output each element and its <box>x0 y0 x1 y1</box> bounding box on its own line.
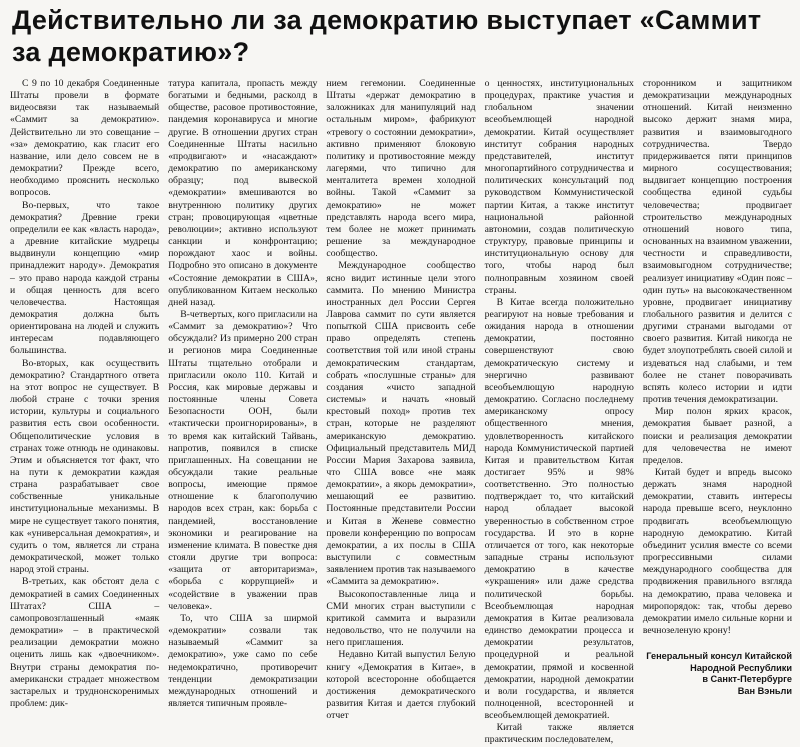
paragraph: То, что США за ширмой «демократии» созвали так называемый «Саммит за демократию», уже само по себе недемократично, противоречит тенденции демократизации международных отношений и является типичным проявле- <box>168 612 318 709</box>
paragraph: Во-первых, что такое демократия? Древние греки определили ее как «власть народа», а древние китайские мудрецы выдвинули концепцию «мир принадлежит народу». Демократия – это право народа каждой страны и общая ценность для всего человечества. Настоящая демократия должна быть ориентирована на людей и служить интересам подавляющего большинства. <box>10 199 160 357</box>
paragraph: Во-вторых, как осуществить демократию? Стандартного ответа на этот вопрос не существует. В любой стране с точки зрения истории, культуры и социального развития есть свои особенности. Общеполитические условия в странах тоже отнюдь не одинаковы. Этим и объясняется тот факт, что на пути к демократии каждая страна разрабатывает свое собственные уникальные институциональные механизмы. В мире не существует такого понятия, как «универсальная демократия», и судить о том, является ли страна демократической, может только народ этой страны. <box>10 357 160 576</box>
article-column-5 <box>643 78 792 711</box>
signature-title: Генеральный консул Китайской Народной Республики <box>646 651 793 673</box>
signature-location: в Санкт-Петербурге <box>702 674 793 685</box>
article-columns <box>10 78 793 746</box>
paragraph: Китай будет и впредь высоко держать знамя народной демократии, ставить интересы народа превыше всего, неуклонно продвигать всеобъемлющую народную демократию. Китай объединит усилия вместе со всеми прогрессивными силами международного сообщества для продвижения правильного взгляда на демократию, права человека и миропорядок: так, чтобы дерево демократии имело сильные корни и вечнозеленую крону! <box>642 467 793 637</box>
paragraph: Китай также является практическим последователем, <box>484 722 634 746</box>
article-column-4 <box>484 78 634 746</box>
author-signature <box>643 651 792 697</box>
signature-name: Ван Вэньли <box>737 685 793 696</box>
paragraph: В-третьих, как обстоят дела с демократией в самих Соединенных Штатах? США – самопровозглашенный «маяк демократии» – в практической реализации демократии можно оценить лишь как «двоечником». Внутри страны демократия по-американски страдает множеством застарелых и труднонскоренимых проблем: дик- <box>10 576 160 709</box>
paragraph: о ценностях, институциональных процедурах, практике участия и глобальном значении всеобъемлющей народной демократии. Китай осуществляет институт собрания народных представителей, институт многопартийного сотрудничества и политических консультаций под руководством Коммунистической партии Китая, а также институт национальной районной автономии, создав политическую структуру, правовые принципы и институциональную основу для того, чтобы народ был полноправным хозяином своей страны. <box>484 78 634 296</box>
paragraph: Недавно Китай выпустил Белую книгу «Демократия в Китае», в которой всесторонне обобщается достижения демократического развития Китая и дается глубокий отчет <box>326 649 476 722</box>
paragraph: Международное сообщество ясно видит истинные цели этого саммита. По мнению Министра иностранных дел России Сергея Лаврова саммит по сути является попыткой США присвоить себе право определять степень соответствия той или иной страны демократическим стандартам, собрать «послушные страны» для создания «чисто западной системы» и начать «новый крестовый поход» против тех стран, которые не разделяют американскую демократию. Официальный представитель МИД России Мария Захарова заявила, что США вовсе «не маяк демократии», а якорь демократии», мешающий ее развитию. Постоянные представители России и Китая в Женеве совместно провели конференцию по вопросам демократии, а их послы в США выступили с совместным заявлением против так называемого «Саммита за демократию». <box>326 260 476 588</box>
article-column-1 <box>10 78 159 711</box>
paragraph: сторонником и защитником демократизации международных отношений. Китай неизменно высоко держит знамя мира, развития и взаимовыгодного сотрудничества. Твердо придерживается пяти принципов мирного сосуществования; выдвигает концепцию построения сообщества единой судьбы человечества; продвигает строительство международных отношений нового типа, основанных на взаимном уважении, честности и справедливости, взаимовыгодном сотрудничестве; реализует инициативу «Один пояс – один путь» на высококачественном уровне, продвигает инициативу глобального развития и делится с другими странами выгодами от своего развития. Китай никогда не будет злоупотреблять своей силой и издеваться над слабыми, и тем более не станет поворачивать вспять колесо истории и идти против течения демократизации. <box>642 78 793 406</box>
paragraph: В Китае всегда положительно реагируют на новые требования и ожидания народа в отношении демократии, постоянно совершенствуют свою демократическую систему и энергично развивают всеобъемлющую народную демократию. Согласно последнему американскому опросу общественного мнения, удовлетворенность китайского народа Коммунистической партией Китая и правительством Китая достигает 95% и 98% соответственно. Это полностью подтверждает то, что китайский народ обладает высокой уверенностью в собственном строе государства. И это в корне отличается от того, как некоторые западные страны используют демократию в качестве «украшения» или даже средства политической борьбы. Всеобъемлющая народная демократия в Китае реализовала единство демократии процесса и демократии результатов, процедурной и реальной демократии, прямой и косвенной демократии, народной демократии и воли государства, и является полноценной, всесторонней и всеобъемлющей демократией. <box>484 296 634 722</box>
paragraph: С 9 по 10 декабря Соединенные Штаты провели в формате видеосвязи так называемый «Саммит за демократию». Действительно ли это совещание – «за» демократию, как гласит его название, или дело совсем не в демократии? Прежде всего, необходимо прояснить несколько вопросов. <box>10 78 160 199</box>
article-column-2 <box>168 78 317 711</box>
paragraph: В-четвертых, кого пригласили на «Саммит за демократию»? Что обсуждали? Из примерно 200 стран и регионов мира Соединенные Штаты тщательно отобрали и пригласили около 110. Китай и Россия, как мировые державы и постоянные члены Совета Безопасности ООН, были «тактически проигнорированы», в то время как китайский Тайвань, напротив, появился в списке приглашенных. На совещании не обсуждали такие реальные вопросы, имеющие прямое отношение к благополучию народов всех стран, как: борьба с пандемией, восстановление экономики и реагирование на изменение климата. В повестке дня стояли другие три вопроса: «защита от авторитаризма», «борьба с коррупцией» и «содействие в уважении прав человека». <box>168 308 318 612</box>
paragraph: Мир полон ярких красок, демократия бывает разной, а поиски и реализация демократии для человечества не имеют пределов. <box>642 406 793 466</box>
paragraph: нием гегемонии. Соединенные Штаты «держат демократию в заложниках для манипуляций над остальным миром», фабрикуют «тревогу о состоянии демократии», активно применяют блоковую политику и противостояние между лагерями, что типично для менталитета времен холодной войны. Такой «Саммит за демократию» не может представлять народа всего мира, тем более не может принимать решение за международное сообщество. <box>326 78 476 260</box>
paragraph: татура капитала, пропасть между богатыми и бедными, расколд в обществе, расовое противостояние, пандемия коронавируса и многие другие. В отношении других стран Соединенные Штаты насильно «продвигают» и «насаждают» демократию по американскому образцу; под вывеской «демократии» вмешиваются во внутреннюю политику других стран; провоцирующая «цветные революции»; активно используют санкции и конфронтацию; порождают хаос и войны. Подробно это описано в документе «Состояние демократии в США», опубликованном Китаем несколько дней назад. <box>168 78 318 308</box>
article-headline: Действительно ли за демократию выступает «Саммит за демократию»? <box>12 5 762 67</box>
paragraph: Высокопоставленные лица и СМИ многих стран выступили с критикой саммита и выразили недовольство, что не получили на него приглашения. <box>326 588 476 649</box>
article-column-3 <box>326 78 476 722</box>
